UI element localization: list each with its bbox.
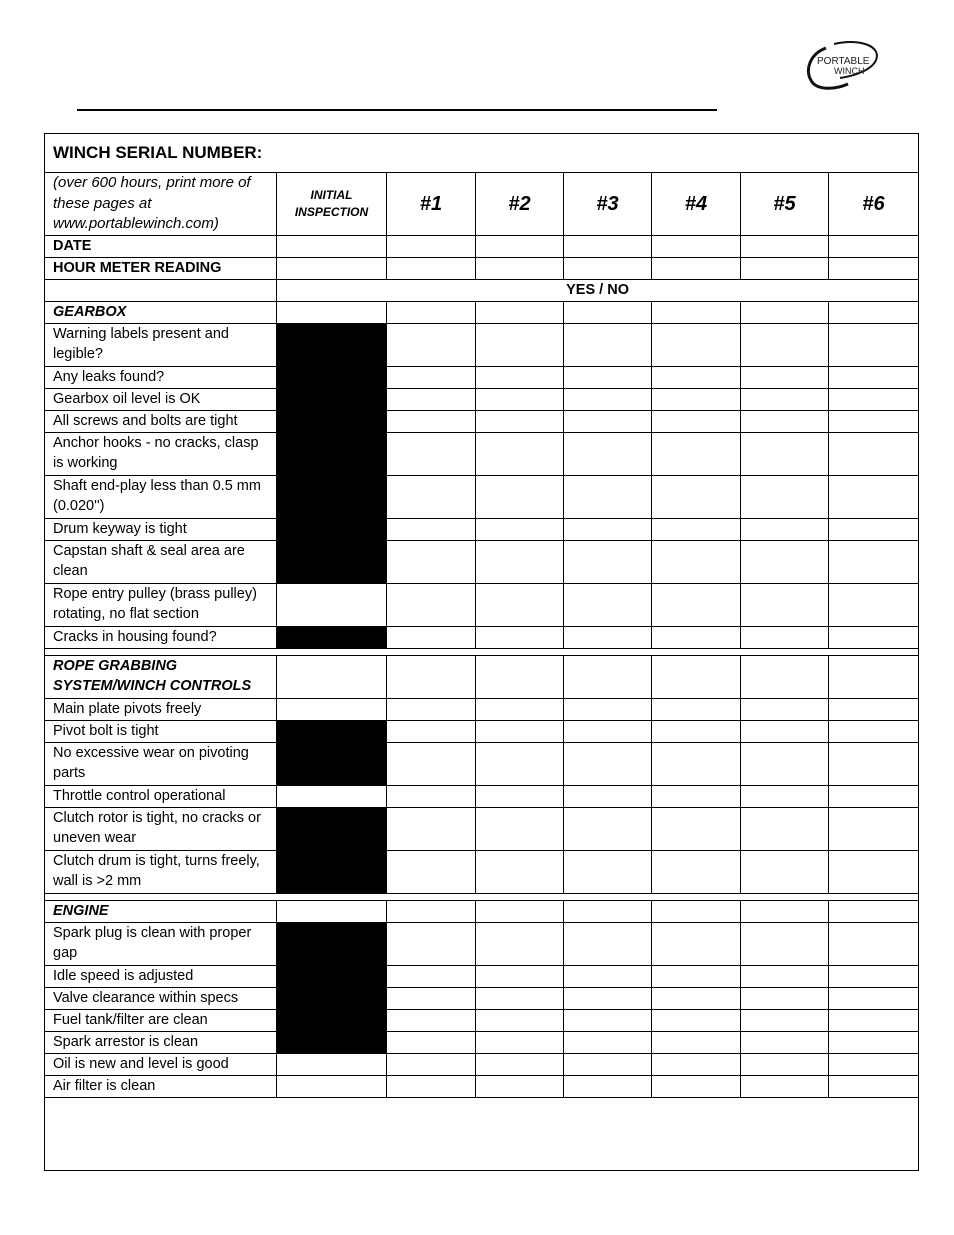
check-cell[interactable] [564,388,652,410]
check-cell[interactable] [277,655,387,698]
blocked-cell [277,720,387,742]
check-cell[interactable] [741,850,829,893]
print-more-note: (over 600 hours, print more of these pages at www.portablewinch.com) [45,173,277,236]
check-cell[interactable] [652,922,741,965]
check-cell[interactable] [829,900,919,922]
blocked-cell [277,987,387,1009]
check-cell[interactable] [652,742,741,785]
check-cell[interactable] [741,540,829,583]
check-cell[interactable] [829,655,919,698]
check-cell[interactable] [564,475,652,518]
check-cell[interactable] [387,1031,476,1053]
check-cell[interactable] [387,785,476,807]
check-cell[interactable] [741,410,829,432]
column-header-6: #6 [829,173,919,236]
check-cell[interactable] [652,410,741,432]
check-cell[interactable] [387,987,476,1009]
check-cell[interactable] [652,987,741,1009]
section-spacer [45,893,919,900]
column-header-4: #4 [652,173,741,236]
section-title-gearbox: GEARBOX [45,301,277,323]
check-cell[interactable] [829,1031,919,1053]
check-cell[interactable] [652,655,741,698]
check-item-label: Gearbox oil level is OK [45,388,277,410]
check-cell[interactable] [564,807,652,850]
check-cell[interactable] [652,540,741,583]
check-cell[interactable] [829,785,919,807]
check-cell[interactable] [652,388,741,410]
check-cell[interactable] [652,698,741,720]
check-cell[interactable] [829,323,919,366]
check-cell[interactable] [829,475,919,518]
check-cell[interactable] [829,518,919,540]
blank-cell [45,279,277,301]
check-cell[interactable] [476,742,564,785]
check-cell[interactable] [652,301,741,323]
signature-line [77,109,717,111]
check-cell[interactable] [387,626,476,648]
check-cell[interactable] [564,742,652,785]
check-item-label: All screws and bolts are tight [45,410,277,432]
check-cell[interactable] [476,323,564,366]
check-cell[interactable] [476,626,564,648]
portable-winch-logo [804,40,880,90]
check-cell[interactable] [829,540,919,583]
check-cell[interactable] [387,720,476,742]
check-cell[interactable] [741,785,829,807]
check-cell[interactable] [741,432,829,475]
check-cell[interactable] [829,301,919,323]
check-cell[interactable] [387,965,476,987]
check-cell[interactable] [741,655,829,698]
check-cell[interactable] [277,583,387,626]
check-item-label: Clutch rotor is tight, no cracks or uneven wear [45,807,277,850]
notes-area[interactable] [45,1097,919,1170]
check-cell[interactable] [564,626,652,648]
date-cell[interactable] [476,235,564,257]
check-cell[interactable] [741,1053,829,1075]
blocked-cell [277,965,387,987]
check-cell[interactable] [741,323,829,366]
check-cell[interactable] [741,720,829,742]
check-cell[interactable] [476,807,564,850]
check-cell[interactable] [829,807,919,850]
check-cell[interactable] [829,742,919,785]
check-cell[interactable] [476,583,564,626]
blocked-cell [277,742,387,785]
check-cell[interactable] [387,583,476,626]
check-cell[interactable] [564,1031,652,1053]
check-cell[interactable] [829,922,919,965]
check-cell[interactable] [476,720,564,742]
check-cell[interactable] [476,301,564,323]
check-cell[interactable] [476,518,564,540]
hour-meter-label: HOUR METER READING [45,257,277,279]
check-cell[interactable] [476,1009,564,1031]
blocked-cell [277,518,387,540]
blocked-cell [277,323,387,366]
hour-cell[interactable] [277,257,387,279]
check-cell[interactable] [387,301,476,323]
check-cell[interactable] [741,626,829,648]
check-cell[interactable] [741,900,829,922]
check-cell[interactable] [387,388,476,410]
check-item-label: Fuel tank/filter are clean [45,1009,277,1031]
check-cell[interactable] [829,1053,919,1075]
check-cell[interactable] [829,410,919,432]
check-cell[interactable] [741,388,829,410]
check-cell[interactable] [741,922,829,965]
winch-serial-number-label: WINCH SERIAL NUMBER: [45,134,919,173]
check-cell[interactable] [564,540,652,583]
check-item-label: Rope entry pulley (brass pulley) rotating, no flat section [45,583,277,626]
check-cell[interactable] [277,1053,387,1075]
blocked-cell [277,388,387,410]
check-cell[interactable] [652,323,741,366]
check-cell[interactable] [652,900,741,922]
blocked-cell [277,410,387,432]
check-cell[interactable] [387,1075,476,1097]
check-cell[interactable] [741,807,829,850]
check-cell[interactable] [387,1053,476,1075]
check-cell[interactable] [476,540,564,583]
blocked-cell [277,1009,387,1031]
check-cell[interactable] [564,922,652,965]
hour-cell[interactable] [564,257,652,279]
check-cell[interactable] [741,742,829,785]
svg-text:WINCH: WINCH [834,66,865,76]
check-cell[interactable] [741,301,829,323]
date-cell[interactable] [741,235,829,257]
check-cell[interactable] [564,301,652,323]
check-cell[interactable] [476,410,564,432]
check-cell[interactable] [829,987,919,1009]
section-title-engine: ENGINE [45,900,277,922]
check-cell[interactable] [741,1009,829,1031]
check-cell[interactable] [564,1075,652,1097]
check-cell[interactable] [476,475,564,518]
check-cell[interactable] [476,850,564,893]
check-cell[interactable] [476,432,564,475]
check-cell[interactable] [476,987,564,1009]
check-cell[interactable] [387,475,476,518]
check-cell[interactable] [476,1053,564,1075]
check-item-label: Air filter is clean [45,1075,277,1097]
check-item-label: Drum keyway is tight [45,518,277,540]
date-cell[interactable] [652,235,741,257]
check-cell[interactable] [476,922,564,965]
check-cell[interactable] [741,1031,829,1053]
check-cell[interactable] [277,785,387,807]
check-cell[interactable] [476,366,564,388]
check-cell[interactable] [741,1075,829,1097]
check-cell[interactable] [564,323,652,366]
check-cell[interactable] [476,698,564,720]
check-cell[interactable] [564,987,652,1009]
hour-cell[interactable] [476,257,564,279]
check-cell[interactable] [652,432,741,475]
check-item-label: Warning labels present and legible? [45,323,277,366]
date-cell[interactable] [387,235,476,257]
check-item-label: Clutch drum is tight, turns freely, wall is >2 mm [45,850,277,893]
check-cell[interactable] [741,965,829,987]
check-cell[interactable] [741,698,829,720]
check-item-label: Any leaks found? [45,366,277,388]
date-cell[interactable] [564,235,652,257]
check-cell[interactable] [652,965,741,987]
check-item-label: Spark plug is clean with proper gap [45,922,277,965]
check-item-label: Anchor hooks - no cracks, clasp is working [45,432,277,475]
initial-inspection-header: INITIAL INSPECTION [277,173,387,236]
check-item-label: Capstan shaft & seal area are clean [45,540,277,583]
check-cell[interactable] [387,432,476,475]
date-cell[interactable] [829,235,919,257]
check-cell[interactable] [829,698,919,720]
check-cell[interactable] [652,850,741,893]
check-cell[interactable] [387,323,476,366]
check-cell[interactable] [387,518,476,540]
check-cell[interactable] [652,1053,741,1075]
blocked-cell [277,366,387,388]
check-item-label: Main plate pivots freely [45,698,277,720]
check-cell[interactable] [829,366,919,388]
check-cell[interactable] [387,698,476,720]
check-cell[interactable] [476,1031,564,1053]
check-cell[interactable] [277,900,387,922]
check-cell[interactable] [652,626,741,648]
check-item-label: Oil is new and level is good [45,1053,277,1075]
check-cell[interactable] [652,1009,741,1031]
check-cell[interactable] [564,1009,652,1031]
check-cell[interactable] [652,583,741,626]
check-cell[interactable] [476,655,564,698]
blocked-cell [277,1031,387,1053]
check-cell[interactable] [564,518,652,540]
check-item-label: Shaft end-play less than 0.5 mm (0.020'') [45,475,277,518]
check-cell[interactable] [741,366,829,388]
blocked-cell [277,540,387,583]
check-cell[interactable] [829,720,919,742]
section-title-rope-grabbing: ROPE GRABBING SYSTEM/WINCH CONTROLS [45,655,277,698]
check-item-label: Idle speed is adjusted [45,965,277,987]
check-cell[interactable] [387,807,476,850]
check-cell[interactable] [387,540,476,583]
column-header-5: #5 [741,173,829,236]
check-cell[interactable] [652,518,741,540]
hour-cell[interactable] [652,257,741,279]
check-cell[interactable] [564,366,652,388]
check-cell[interactable] [476,900,564,922]
check-cell[interactable] [277,698,387,720]
check-cell[interactable] [741,987,829,1009]
check-cell[interactable] [741,583,829,626]
blocked-cell [277,432,387,475]
column-header-2: #2 [476,173,564,236]
check-item-label: Spark arrestor is clean [45,1031,277,1053]
blocked-cell [277,807,387,850]
hour-cell[interactable] [387,257,476,279]
check-cell[interactable] [476,388,564,410]
check-cell[interactable] [387,922,476,965]
check-cell[interactable] [652,785,741,807]
check-cell[interactable] [564,720,652,742]
check-cell[interactable] [387,655,476,698]
blocked-cell [277,922,387,965]
section-spacer [45,648,919,655]
check-cell[interactable] [829,1075,919,1097]
hour-cell[interactable] [741,257,829,279]
blocked-cell [277,626,387,648]
check-cell[interactable] [652,1031,741,1053]
check-item-label: Pivot bolt is tight [45,720,277,742]
check-cell[interactable] [564,432,652,475]
check-cell[interactable] [476,785,564,807]
blocked-cell [277,475,387,518]
check-cell[interactable] [829,850,919,893]
check-cell[interactable] [564,850,652,893]
check-cell[interactable] [829,432,919,475]
check-cell[interactable] [564,698,652,720]
date-label: DATE [45,235,277,257]
check-cell[interactable] [741,475,829,518]
check-cell[interactable] [652,366,741,388]
date-cell[interactable] [277,235,387,257]
check-cell[interactable] [564,965,652,987]
check-cell[interactable] [564,785,652,807]
check-cell[interactable] [387,900,476,922]
check-cell[interactable] [829,1009,919,1031]
column-header-3: #3 [564,173,652,236]
check-cell[interactable] [564,1053,652,1075]
hour-cell[interactable] [829,257,919,279]
check-cell[interactable] [387,410,476,432]
check-item-label: Cracks in housing found? [45,626,277,648]
inspection-table [44,133,919,1171]
check-item-label: Valve clearance within specs [45,987,277,1009]
check-cell[interactable] [829,965,919,987]
check-cell[interactable] [564,583,652,626]
check-item-label: Throttle control operational [45,785,277,807]
check-cell[interactable] [829,583,919,626]
check-cell[interactable] [387,1009,476,1031]
check-cell[interactable] [652,1075,741,1097]
check-cell[interactable] [387,850,476,893]
yes-no-header: YES / NO [277,279,919,301]
check-cell[interactable] [652,720,741,742]
check-cell[interactable] [476,965,564,987]
column-header-1: #1 [387,173,476,236]
check-cell[interactable] [564,900,652,922]
check-cell[interactable] [741,518,829,540]
check-cell[interactable] [277,1075,387,1097]
check-cell[interactable] [476,1075,564,1097]
check-cell[interactable] [652,807,741,850]
check-cell[interactable] [652,475,741,518]
check-cell[interactable] [387,742,476,785]
svg-text:PORTABLE: PORTABLE [817,56,870,67]
check-item-label: No excessive wear on pivoting parts [45,742,277,785]
check-cell[interactable] [387,366,476,388]
check-cell[interactable] [564,410,652,432]
check-cell[interactable] [829,626,919,648]
blocked-cell [277,850,387,893]
check-cell[interactable] [277,301,387,323]
check-cell[interactable] [564,655,652,698]
check-cell[interactable] [829,388,919,410]
